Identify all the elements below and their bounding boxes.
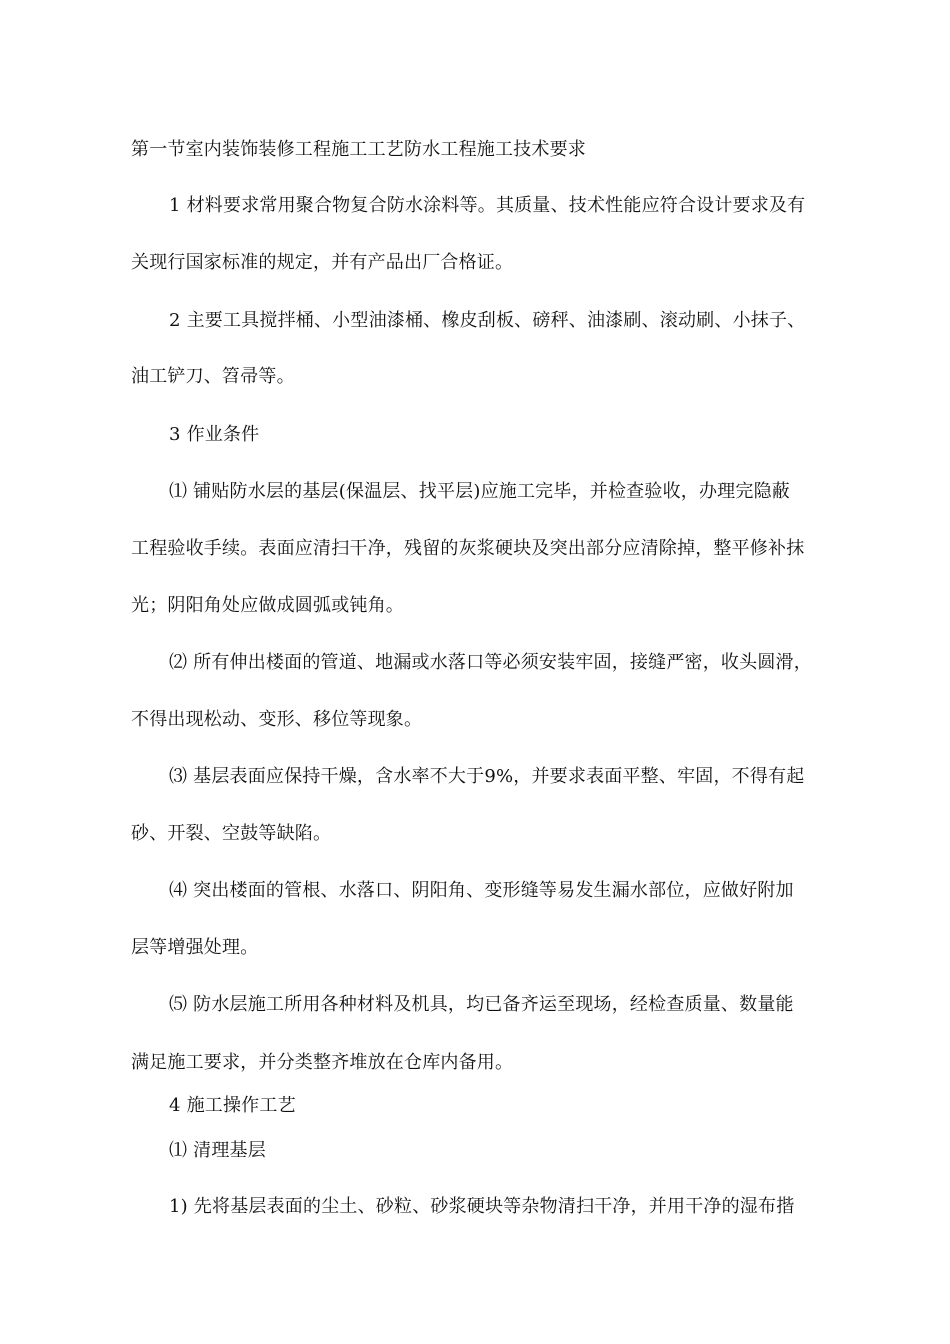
paragraph-line: 3 作业条件 bbox=[169, 424, 260, 445]
paragraph-line: ⑴ 清理基层 bbox=[169, 1140, 266, 1161]
paragraph-line: 油工铲刀、笤帚等。 bbox=[131, 366, 295, 387]
paragraph-line: 砂、开裂、空鼓等缺陷。 bbox=[131, 823, 332, 844]
paragraph-line: 关现行国家标准的规定，并有产品出厂合格证。 bbox=[131, 252, 514, 273]
section-heading: 第一节室内装饰装修工程施工工艺防水工程施工技术要求 bbox=[131, 139, 586, 160]
paragraph-line: 2 主要工具搅拌桶、小型油漆桶、橡皮刮板、磅秤、油漆刷、滚动刷、小抹子、 bbox=[169, 310, 806, 331]
paragraph-line: ⑵ 所有伸出楼面的管道、地漏或水落口等必须安装牢固，接缝严密，收头圆滑， bbox=[169, 652, 812, 673]
paragraph-line: 满足施工要求，并分类整齐堆放在仓库内备用。 bbox=[131, 1052, 514, 1073]
paragraph-line: 光；阴阳角处应做成圆弧或钝角。 bbox=[131, 595, 404, 616]
paragraph-line: 工程验收手续。表面应清扫干净，残留的灰浆硬块及突出部分应清除掉，整平修补抹 bbox=[131, 538, 805, 559]
paragraph-line: ⑸ 防水层施工所用各种材料及机具，均已备齐运至现场，经检查质量、数量能 bbox=[169, 994, 794, 1015]
paragraph-line: 不得出现松动、变形、移位等现象。 bbox=[131, 709, 423, 730]
paragraph-line: ⑶ 基层表面应保持干燥，含水率不大于9%，并要求表面平整、牢固，不得有起 bbox=[169, 766, 805, 787]
paragraph-line: 1 材料要求常用聚合物复合防水涂料等。其质量、技术性能应符合设计要求及有 bbox=[169, 195, 806, 216]
paragraph-line: ⑴ 铺贴防水层的基层(保温层、找平层)应施工完毕，并检查验收，办理完隐蔽 bbox=[169, 481, 790, 502]
paragraph-line: 层等增强处理。 bbox=[131, 937, 259, 958]
paragraph-line: 1) 先将基层表面的尘土、砂粒、砂浆硬块等杂物清扫干净，并用干净的湿布揩 bbox=[169, 1196, 795, 1217]
paragraph-line: ⑷ 突出楼面的管根、水落口、阴阳角、变形缝等易发生漏水部位，应做好附加 bbox=[169, 880, 794, 901]
paragraph-line: 4 施工操作工艺 bbox=[169, 1095, 296, 1116]
